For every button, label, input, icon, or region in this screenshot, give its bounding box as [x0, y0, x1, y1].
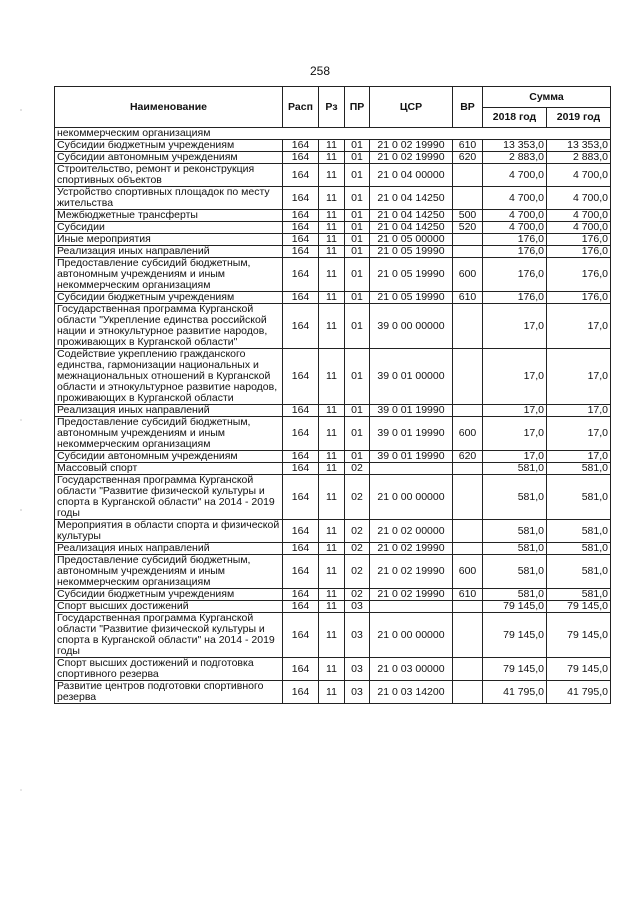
cell-rz: 11 — [319, 187, 345, 210]
cell-rasp: 164 — [283, 246, 319, 258]
cell-y2019: 4 700,0 — [547, 222, 611, 234]
cell-rasp: 164 — [283, 292, 319, 304]
cell-csr: 21 0 03 00000 — [370, 658, 453, 681]
header-rasp: Расп — [283, 87, 319, 128]
cell-csr: 21 0 02 19990 — [370, 543, 453, 555]
table-row — [55, 234, 611, 246]
cell-y2018: 2 883,0 — [483, 152, 547, 164]
table-row — [55, 681, 611, 704]
cell-rasp: 164 — [283, 451, 319, 463]
cell-vr — [453, 475, 483, 520]
cell-y2018: 17,0 — [483, 417, 547, 451]
cell-y2018: 581,0 — [483, 543, 547, 555]
table-row — [55, 258, 611, 292]
cell-name: Массовый спорт — [55, 463, 283, 475]
cell-name: Предоставление субсидий бюджетным, автономным учреждениям и иным некоммерческим организациям — [55, 417, 283, 451]
cell-csr: 39 0 01 19990 — [370, 417, 453, 451]
cell-pr: 02 — [345, 463, 370, 475]
cell-rasp: 164 — [283, 601, 319, 613]
cell-name: Развитие центров подготовки спортивного резерва — [55, 681, 283, 704]
cell-name: Предоставление субсидий бюджетным, автономным учреждениям и иным некоммерческим организациям — [55, 555, 283, 589]
table-row — [55, 543, 611, 555]
cell-rasp: 164 — [283, 681, 319, 704]
cell-pr: 01 — [345, 140, 370, 152]
cell-rasp: 164 — [283, 589, 319, 601]
cell-vr — [453, 543, 483, 555]
cell-y2019: 2 883,0 — [547, 152, 611, 164]
cell-pr: 01 — [345, 234, 370, 246]
cell-y2018: 581,0 — [483, 475, 547, 520]
header-rz: Рз — [319, 87, 345, 128]
cell-name: Субсидии бюджетным учреждениям — [55, 589, 283, 601]
cell-rz: 11 — [319, 222, 345, 234]
cell-vr: 610 — [453, 140, 483, 152]
cell-y2019: 17,0 — [547, 349, 611, 405]
cell-y2019: 176,0 — [547, 258, 611, 292]
cell-csr: 21 0 03 14200 — [370, 681, 453, 704]
cell-vr — [453, 187, 483, 210]
cell-name: Субсидии автономным учреждениям — [55, 451, 283, 463]
cell-y2018: 581,0 — [483, 520, 547, 543]
cell-name: Спорт высших достижений и подготовка спортивного резерва — [55, 658, 283, 681]
cell-rasp: 164 — [283, 405, 319, 417]
cell-y2018: 581,0 — [483, 463, 547, 475]
cell-rasp: 164 — [283, 140, 319, 152]
cell-name: Субсидии автономным учреждениям — [55, 152, 283, 164]
cell-rasp: 164 — [283, 222, 319, 234]
cell-rasp: 164 — [283, 258, 319, 292]
cell-y2018: 581,0 — [483, 555, 547, 589]
cell-rz: 11 — [319, 234, 345, 246]
budget-table — [54, 86, 611, 704]
cell-name: Реализация иных направлений — [55, 246, 283, 258]
table-row — [55, 658, 611, 681]
cell-y2019: 17,0 — [547, 304, 611, 349]
table-body — [55, 128, 611, 704]
cell-pr: 01 — [345, 405, 370, 417]
cell-y2019: 581,0 — [547, 589, 611, 601]
cell-y2018: 79 145,0 — [483, 613, 547, 658]
cell-y2019: 41 795,0 — [547, 681, 611, 704]
cell-csr: 21 0 04 00000 — [370, 164, 453, 187]
cell-name: Устройство спортивных площадок по месту жительства — [55, 187, 283, 210]
cell-y2019: 17,0 — [547, 405, 611, 417]
cell-rz: 11 — [319, 475, 345, 520]
cell-rasp: 164 — [283, 475, 319, 520]
cell-rasp: 164 — [283, 543, 319, 555]
cell-name: Строительство, ремонт и реконструкция спортивных объектов — [55, 164, 283, 187]
cell-rasp: 164 — [283, 304, 319, 349]
cell-rz: 11 — [319, 589, 345, 601]
cell-y2019: 17,0 — [547, 451, 611, 463]
table-row — [55, 613, 611, 658]
cell-rasp: 164 — [283, 152, 319, 164]
cell-y2018: 581,0 — [483, 589, 547, 601]
cell-csr: 21 0 02 19990 — [370, 555, 453, 589]
cell-name: Межбюджетные трансферты — [55, 210, 283, 222]
header-name: Наименование — [55, 87, 283, 128]
cell-y2018: 79 145,0 — [483, 601, 547, 613]
cell-rz: 11 — [319, 555, 345, 589]
cell-name: Государственная программа Курганской области "Развитие физической культуры и спорта в Курганской области" на 2014 - 2019 годы — [55, 475, 283, 520]
cell-pr: 01 — [345, 187, 370, 210]
cell-vr: 620 — [453, 451, 483, 463]
cell-rasp: 164 — [283, 520, 319, 543]
table-row — [55, 601, 611, 613]
cell-pr: 03 — [345, 613, 370, 658]
cell-pr: 01 — [345, 222, 370, 234]
cell-csr: 21 0 04 14250 — [370, 187, 453, 210]
cell-pr: 01 — [345, 292, 370, 304]
cell-name: Содействие укреплению гражданского единства, гармонизации национальных и межнациональных отношений в Курганской области и этнокультурное развитие народов, проживающих в Курганской области — [55, 349, 283, 405]
cell-y2018: 17,0 — [483, 405, 547, 417]
cell-rz: 11 — [319, 520, 345, 543]
cell-csr: 21 0 02 00000 — [370, 520, 453, 543]
table-row — [55, 463, 611, 475]
cell-csr: 21 0 05 19990 — [370, 292, 453, 304]
cell-y2018: 4 700,0 — [483, 210, 547, 222]
cell-y2019: 176,0 — [547, 234, 611, 246]
cell-rz: 11 — [319, 349, 345, 405]
cell-y2019: 581,0 — [547, 520, 611, 543]
cell-csr: 21 0 02 19990 — [370, 140, 453, 152]
cell-name: Реализация иных направлений — [55, 543, 283, 555]
cell-rz: 11 — [319, 681, 345, 704]
cell-rz: 11 — [319, 210, 345, 222]
cell-name: Субсидии — [55, 222, 283, 234]
cell-pr: 02 — [345, 543, 370, 555]
cell-rz: 11 — [319, 543, 345, 555]
cell-csr: 21 0 04 14250 — [370, 222, 453, 234]
cell-vr — [453, 234, 483, 246]
cell-y2019: 13 353,0 — [547, 140, 611, 152]
cell-pr: 02 — [345, 555, 370, 589]
table-row — [55, 140, 611, 152]
cell-rz: 11 — [319, 164, 345, 187]
cell-y2019: 176,0 — [547, 246, 611, 258]
cell-pr: 02 — [345, 589, 370, 601]
cell-name: Спорт высших достижений — [55, 601, 283, 613]
cell-y2018: 17,0 — [483, 304, 547, 349]
cell-pr: 01 — [345, 304, 370, 349]
cell-y2018: 17,0 — [483, 349, 547, 405]
cell-name: Субсидии бюджетным учреждениям — [55, 292, 283, 304]
cell-y2018: 4 700,0 — [483, 222, 547, 234]
cell-y2018: 41 795,0 — [483, 681, 547, 704]
cell-vr — [453, 304, 483, 349]
cell-rz: 11 — [319, 417, 345, 451]
cell-pr: 01 — [345, 164, 370, 187]
cell-y2018: 4 700,0 — [483, 164, 547, 187]
cell-vr — [453, 463, 483, 475]
table-row — [55, 187, 611, 210]
cell-vr — [453, 164, 483, 187]
cell-pr: 01 — [345, 152, 370, 164]
cell-name: Предоставление субсидий бюджетным, автономным учреждениям и иным некоммерческим организациям — [55, 258, 283, 292]
cell-vr — [453, 246, 483, 258]
cell-pr: 03 — [345, 601, 370, 613]
cell-name: Государственная программа Курганской области "Развитие физической культуры и спорта в Курганской области" на 2014 - 2019 годы — [55, 613, 283, 658]
cell-pr: 01 — [345, 210, 370, 222]
cell-name: Субсидии бюджетным учреждениям — [55, 140, 283, 152]
table-row — [55, 210, 611, 222]
header-vr: ВР — [453, 87, 483, 128]
cell-y2019: 79 145,0 — [547, 613, 611, 658]
table-row — [55, 417, 611, 451]
cell-rasp: 164 — [283, 613, 319, 658]
cell-rz: 11 — [319, 304, 345, 349]
header-2019: 2019 год — [547, 108, 611, 128]
cell-name: Мероприятия в области спорта и физической культуры — [55, 520, 283, 543]
cell-rz: 11 — [319, 601, 345, 613]
cell-name: Реализация иных направлений — [55, 405, 283, 417]
cell-vr: 520 — [453, 222, 483, 234]
header-sum: Сумма — [483, 87, 611, 108]
cell-csr — [370, 463, 453, 475]
cell-y2018: 17,0 — [483, 451, 547, 463]
cell-vr — [453, 601, 483, 613]
cell-y2018: 13 353,0 — [483, 140, 547, 152]
continuation-name: некоммерческим организациям — [55, 128, 611, 140]
table-row — [55, 222, 611, 234]
scan-speckles — [20, 100, 22, 800]
cell-vr: 600 — [453, 258, 483, 292]
cell-pr: 01 — [345, 417, 370, 451]
cell-y2019: 79 145,0 — [547, 658, 611, 681]
cell-vr — [453, 405, 483, 417]
cell-vr: 610 — [453, 589, 483, 601]
cell-rz: 11 — [319, 152, 345, 164]
cell-csr: 21 0 05 00000 — [370, 234, 453, 246]
cell-rasp: 164 — [283, 210, 319, 222]
cell-csr: 21 0 04 14250 — [370, 210, 453, 222]
cell-y2018: 176,0 — [483, 258, 547, 292]
cell-y2018: 176,0 — [483, 246, 547, 258]
cell-y2019: 4 700,0 — [547, 187, 611, 210]
table-row — [55, 475, 611, 520]
table-row — [55, 304, 611, 349]
table-row — [55, 555, 611, 589]
cell-vr: 610 — [453, 292, 483, 304]
cell-csr: 21 0 05 19990 — [370, 246, 453, 258]
cell-rz: 11 — [319, 613, 345, 658]
cell-pr: 01 — [345, 246, 370, 258]
table-row — [55, 451, 611, 463]
cell-csr — [370, 601, 453, 613]
cell-vr: 600 — [453, 555, 483, 589]
cell-rz: 11 — [319, 463, 345, 475]
continuation-row — [55, 128, 611, 140]
cell-y2019: 176,0 — [547, 292, 611, 304]
cell-vr: 500 — [453, 210, 483, 222]
cell-y2018: 176,0 — [483, 292, 547, 304]
cell-y2018: 79 145,0 — [483, 658, 547, 681]
cell-y2019: 4 700,0 — [547, 164, 611, 187]
cell-rasp: 164 — [283, 187, 319, 210]
cell-rasp: 164 — [283, 164, 319, 187]
cell-y2019: 581,0 — [547, 543, 611, 555]
cell-y2019: 79 145,0 — [547, 601, 611, 613]
header-pr: ПР — [345, 87, 370, 128]
cell-pr: 02 — [345, 475, 370, 520]
cell-vr: 620 — [453, 152, 483, 164]
cell-csr: 39 0 01 00000 — [370, 349, 453, 405]
cell-vr — [453, 658, 483, 681]
table-row — [55, 152, 611, 164]
cell-y2018: 4 700,0 — [483, 187, 547, 210]
cell-csr: 39 0 01 19990 — [370, 405, 453, 417]
cell-csr: 39 0 01 19990 — [370, 451, 453, 463]
cell-rz: 11 — [319, 451, 345, 463]
cell-rasp: 164 — [283, 658, 319, 681]
cell-rz: 11 — [319, 140, 345, 152]
table-row — [55, 589, 611, 601]
cell-rz: 11 — [319, 658, 345, 681]
cell-pr: 01 — [345, 451, 370, 463]
cell-y2019: 4 700,0 — [547, 210, 611, 222]
table-row — [55, 405, 611, 417]
cell-name: Иные мероприятия — [55, 234, 283, 246]
table-row — [55, 349, 611, 405]
cell-vr — [453, 349, 483, 405]
cell-csr: 39 0 00 00000 — [370, 304, 453, 349]
table-row — [55, 292, 611, 304]
cell-csr: 21 0 05 19990 — [370, 258, 453, 292]
cell-pr: 01 — [345, 349, 370, 405]
cell-csr: 21 0 02 19990 — [370, 152, 453, 164]
cell-vr: 600 — [453, 417, 483, 451]
cell-csr: 21 0 00 00000 — [370, 475, 453, 520]
cell-y2019: 581,0 — [547, 475, 611, 520]
cell-vr — [453, 681, 483, 704]
cell-csr: 21 0 02 19990 — [370, 589, 453, 601]
table-row — [55, 164, 611, 187]
header-csr: ЦСР — [370, 87, 453, 128]
cell-rasp: 164 — [283, 349, 319, 405]
cell-pr: 03 — [345, 681, 370, 704]
cell-name: Государственная программа Курганской области "Укрепление единства российской нации и этнокультурное развитие народов, проживающих в Курганской области" — [55, 304, 283, 349]
cell-rasp: 164 — [283, 234, 319, 246]
cell-vr — [453, 613, 483, 658]
cell-y2019: 581,0 — [547, 463, 611, 475]
table-row — [55, 246, 611, 258]
cell-y2019: 17,0 — [547, 417, 611, 451]
cell-rasp: 164 — [283, 417, 319, 451]
cell-pr: 03 — [345, 658, 370, 681]
cell-pr: 01 — [345, 258, 370, 292]
cell-pr: 02 — [345, 520, 370, 543]
cell-y2019: 581,0 — [547, 555, 611, 589]
cell-rz: 11 — [319, 292, 345, 304]
cell-csr: 21 0 00 00000 — [370, 613, 453, 658]
cell-rz: 11 — [319, 405, 345, 417]
cell-rz: 11 — [319, 246, 345, 258]
cell-vr — [453, 520, 483, 543]
page-number: 258 — [309, 64, 331, 78]
cell-rasp: 164 — [283, 463, 319, 475]
cell-rasp: 164 — [283, 555, 319, 589]
cell-y2018: 176,0 — [483, 234, 547, 246]
cell-rz: 11 — [319, 258, 345, 292]
table-row — [55, 520, 611, 543]
header-2018: 2018 год — [483, 108, 547, 128]
